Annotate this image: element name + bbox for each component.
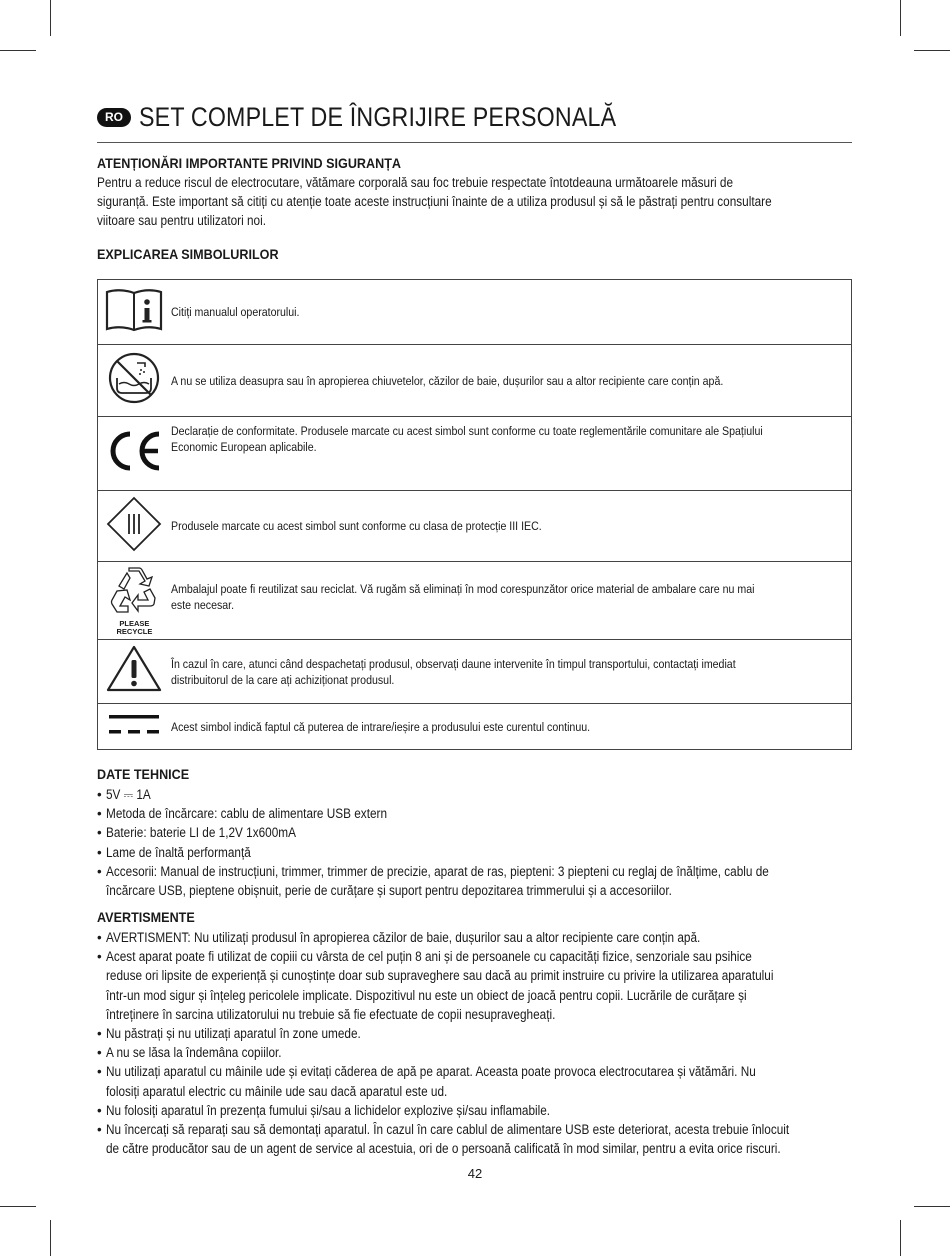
text-line: • Nu încercați să reparați sau să demontați aparatul. În cazul în care cablul de alimentare USB este deteriorat, acesta trebuie înlocuit bbox=[106, 1122, 790, 1138]
text-line: Economic European aplicabile. bbox=[170, 440, 317, 454]
symbol-row bbox=[98, 491, 852, 562]
text-line: • Nu folosiți aparatul în prezența fumului și/sau a lichidelor explozive și/sau inflamabile. bbox=[106, 1102, 551, 1118]
warnings-section bbox=[97, 908, 857, 1158]
recycle-label: RECYCLE bbox=[116, 627, 153, 636]
symbols-table bbox=[97, 279, 852, 750]
list-item bbox=[97, 1120, 857, 1158]
symbol-row bbox=[98, 640, 852, 704]
crop-mark bbox=[914, 50, 950, 51]
text-line: întreținere în sarcina utilizatorului nu trebuie să fie efectuate de copii nesupravegheați. bbox=[106, 1006, 556, 1022]
list-item bbox=[97, 862, 857, 900]
text-line: • Accesorii: Manual de instrucțiuni, trimmer, trimmer de precizie, aparat de ras, piepteni: 3 piepteni cu reglaj de înălțime, cablu de bbox=[106, 863, 769, 879]
symbol-row bbox=[98, 704, 852, 750]
text-line: Ambalajul poate fi reutilizat sau reciclat. Vă rugăm să eliminați în mod corespunzător orice material de ambalare care nu mai bbox=[170, 582, 755, 596]
tech-heading: DATE TEHNICE bbox=[97, 766, 190, 782]
text-line: • Lame de înaltă performanță bbox=[106, 844, 251, 860]
symbol-description bbox=[171, 280, 852, 345]
text-line: Produsele marcate cu acest simbol sunt conforme cu clasa de protecție III IEC. bbox=[170, 519, 542, 533]
text-line: siguranță. Este important să citiți cu atenție toate aceste instrucțiuni înainte de a utiliza produsul și să le păstrați pentru consultare bbox=[97, 194, 772, 209]
list-item bbox=[97, 1062, 857, 1100]
list-item bbox=[97, 1024, 857, 1043]
crop-mark bbox=[50, 0, 51, 36]
tech-section bbox=[97, 765, 857, 900]
symbols-heading: EXPLICAREA SIMBOLURILOR bbox=[97, 246, 279, 262]
page-number: 42 bbox=[467, 1166, 483, 1181]
safety-paragraph bbox=[97, 173, 857, 230]
crop-mark bbox=[0, 1206, 36, 1207]
safety-heading: ATENȚIONĂRI IMPORTANTE PRIVIND SIGURANȚA bbox=[97, 155, 402, 171]
symbol-row bbox=[98, 417, 852, 491]
text-line: • Baterie: baterie LI de 1,2V 1x600mA bbox=[106, 825, 296, 841]
crop-mark bbox=[50, 1220, 51, 1256]
symbol-row bbox=[98, 345, 852, 417]
recycle-label: PLEASE bbox=[119, 619, 150, 628]
symbol-description bbox=[171, 417, 852, 491]
text-line: • Metoda de încărcare: cablu de alimentare USB extern bbox=[106, 806, 388, 822]
text-line: folosiți aparatul electric cu mâinile ude sau dacă aparatul este ud. bbox=[106, 1083, 448, 1099]
safety-section bbox=[97, 154, 857, 230]
page-title: SET COMPLET DE ÎNGRIJIRE PERSONALĂ bbox=[139, 101, 617, 132]
text-line: de către producător sau de un agent de service al acestuia, ori de o persoană calificată în mod similar, pentru a evita orice riscuri. bbox=[106, 1141, 781, 1157]
text-line: A nu se utiliza deasupra sau în apropierea chiuvetelor, căzilor de baie, dușurilor sau a altor recipiente care conțin apă. bbox=[170, 373, 724, 388]
no-water-icon bbox=[98, 345, 171, 417]
text-line: • Nu păstrați și nu utilizați aparatul în zone umede. bbox=[106, 1026, 361, 1042]
direct-current-icon bbox=[98, 704, 171, 750]
text-line: În cazul în care, atunci când despachetați produsul, observați daune intervenite în timpul transportului, contactați imediat bbox=[170, 656, 736, 671]
symbol-description bbox=[171, 640, 852, 704]
text-line: distribuitorul de la care ați achiziționat produsul. bbox=[170, 672, 395, 687]
symbol-row bbox=[98, 562, 852, 640]
list-item bbox=[97, 947, 857, 1024]
text-line: viitoare sau pentru utilizatori noi. bbox=[97, 213, 267, 228]
crop-mark bbox=[900, 0, 901, 36]
text-line: • AVERTISMENT: Nu utilizați produsul în apropierea căzilor de baie, dușurilor sau a altor recipiente care conțin apă. bbox=[106, 930, 701, 945]
text-line: încărcare USB, pieptene obișnuit, perie de curățare și suport pentru depozitarea trimmerului și a accesoriilor. bbox=[106, 883, 672, 899]
language-badge: RO bbox=[97, 108, 131, 127]
text-line: într-un mod sigur și înțeleg pericolele implicate. Dispozitivul nu este un obiect de joacă pentru copii. Lucrările de curățare și bbox=[106, 987, 747, 1003]
manual-info-icon bbox=[98, 280, 171, 345]
text-line: Pentru a reduce riscul de electrocutare, vătămare corporală sau foc trebuie respectate întotdeauna următoarele măsuri de bbox=[97, 175, 734, 190]
text-line: reduse ori lipsite de experiență și cunoștințe doar sub supraveghere sau dacă au primit instruire cu privire la utilizarea aparatului bbox=[106, 968, 774, 984]
symbol-description bbox=[171, 704, 852, 750]
list-item bbox=[97, 1043, 857, 1062]
crop-mark bbox=[914, 1206, 950, 1207]
ce-mark-icon bbox=[98, 417, 171, 491]
text-line: este necesar. bbox=[170, 598, 234, 612]
text-line: • A nu se lăsa la îndemâna copiilor. bbox=[106, 1045, 282, 1061]
recycle-icon bbox=[98, 562, 171, 640]
warning-icon bbox=[98, 640, 171, 704]
list-item bbox=[97, 785, 857, 804]
tech-list bbox=[97, 785, 857, 900]
list-item bbox=[97, 1101, 857, 1120]
crop-mark bbox=[0, 50, 36, 51]
text-line: Citiți manualul operatorului. bbox=[170, 305, 300, 319]
text-line: • Acest aparat poate fi utilizat de copiii cu vârsta de cel puțin 8 ani și de persoanele cu capacități fizice, senzoriale sau psihice bbox=[106, 949, 752, 965]
symbol-description bbox=[171, 345, 852, 417]
text-line: Acest simbol indică faptul că puterea de intrare/ieșire a produsului este curentul continuu. bbox=[170, 719, 590, 734]
warnings-heading: AVERTISMENTE bbox=[97, 909, 195, 925]
symbols-heading-block bbox=[97, 245, 857, 264]
page-header bbox=[97, 96, 852, 143]
list-item bbox=[97, 823, 857, 842]
text-line: Declarație de conformitate. Produsele marcate cu acest simbol sunt conforme cu toate reglementările comunitare ale Spațiului bbox=[170, 424, 763, 438]
symbol-description bbox=[171, 562, 852, 640]
list-item bbox=[97, 843, 857, 862]
symbol-description bbox=[171, 491, 852, 562]
text-line: • 5V ⎓ 1A bbox=[106, 787, 151, 802]
crop-mark bbox=[900, 1220, 901, 1256]
list-item bbox=[97, 804, 857, 823]
text-line: • Nu utilizați aparatul cu mâinile ude și evitați căderea de apă pe aparat. Aceasta poate provoca electrocutarea și vătămări. Nu bbox=[106, 1064, 756, 1080]
symbol-row bbox=[98, 280, 852, 345]
class-iii-icon bbox=[98, 491, 171, 562]
list-item bbox=[97, 928, 857, 947]
warnings-list bbox=[97, 928, 857, 1158]
